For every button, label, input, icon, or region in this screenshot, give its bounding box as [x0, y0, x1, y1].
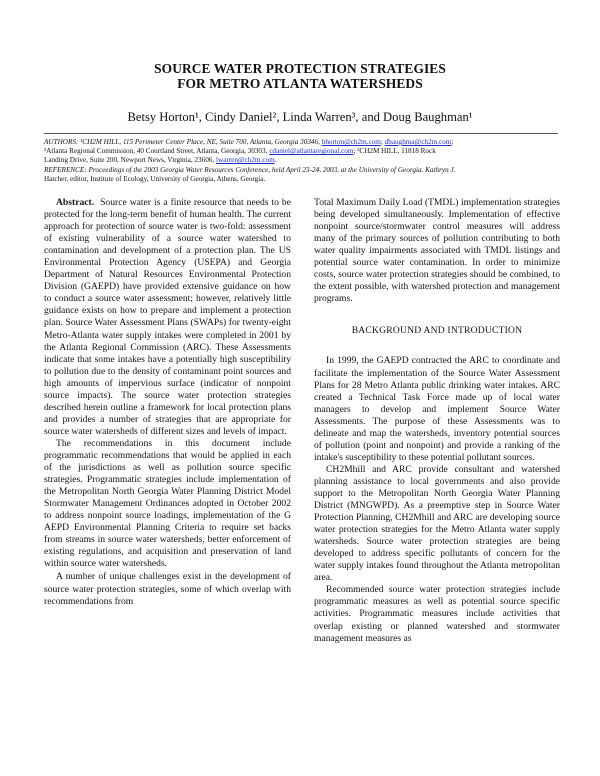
body-paragraph: CH2Mhill and ARC provide consultant and watershed planning assistance to local governments and also provide support to the Metropolitan North Georgia Water Planning District (MNGWPD). As a preemptive step in Source Water Protection Planning, CH2Mhill and ARC are developing source water protection strategies for the Metro Atlanta water supply watersheds. Source water protection strategies are being developed to address specific pollutants of concern for the water supply intakes found throughout the Atlanta metropolitan area.: [314, 463, 560, 584]
email-link[interactable]: bhorton@ch2m.com: [321, 138, 381, 146]
meta-line-2: [44, 147, 560, 156]
author-affiliations: [44, 138, 560, 184]
header-divider: [44, 133, 558, 134]
left-column: [44, 197, 291, 608]
meta-line-3-text: Landing Drive, Suite 200, Newport News, Virginia, 23606,: [44, 156, 215, 165]
abstract-text: Source water is a finite resource that needs to be protected for the long-term benefit of human health. The current approach for protection of source water is two-fold: assessment of existing vulnerability of a source water watershed to contamination and development of a protection plan. The US Environmental Protection Agency (USEPA) and Georgia Department of Natural Resources Environmental Protection Division (GAEPD) have provided extensive guidance on how to conduct a source water assessment; however, relatively little guidance exists on how to prepare and implement a protection plan. Source Water Assessment Plans (SWAPs) for twenty-eight Metro-Atlanta water supply intakes were completed in 2001 by the Atlanta Regional Commission (ARC). These Assessments indicate that some intakes have a potentially high susceptibility to pollution due to the density of contaminant point sources and high amounts of impervious surface (indicator of nonpoint source impacts). The source water protection strategies described herein outline a framework for local protection plans and provides a number of strategies that are appropriate for source water watersheds of different sizes and levels of impact.: [44, 197, 291, 437]
paper-title: [0, 61, 600, 91]
section-heading: BACKGROUND AND INTRODUCTION: [351, 325, 523, 337]
body-paragraph: Total Maximum Daily Load (TMDL) implementation strategies being developed simultaneously. Implementation of effective nonpoint source/stormwater control measures will address many of the primary sources of pollution contributing to both water quality impairments associated with TMDL listings and potential source water contamination. In order to minimize costs, source water protection strategies should be combined, to the extent possible, with watershed protection and management programs.: [314, 197, 560, 305]
meta-reference-line: REFERENCE: Proceedings of the 2003 Georgia Water Resources Conference, held April 23-24, 2003, at the University of Georgia. Kathryn J.: [44, 165, 456, 174]
abstract-paragraph: [44, 197, 291, 438]
author-line: Betsy Horton¹, Cindy Daniel², Linda Warren³, and Doug Baughman¹: [127, 110, 473, 124]
body-paragraph: The recommendations in this document include programmatic recommendations that would be applied in each of the jurisdictions as well as pollution source specific strategies. Programmatic strategies include implementation of the Metropolitan North Georgia Water Planning District Model Stormwater Management Ordinances adopted in October 2002 to address nonpoint source loadings, implementation of the G AEPD Environmental Planning Criteria to require set backs from streams in source water watersheds, better enforcement of existing regulations, and acquisition and preservation of land within source water watersheds.: [44, 437, 291, 570]
meta-line-1: AUTHORS: ¹CH2M HILL, 115 Perimeter Center Place, NE, Suite 700, Atlanta, Georgia 30346, bhorton@ch2m.com; dbaughma@ch2m.com;: [44, 138, 454, 146]
body-paragraph: In 1999, the GAEPD contracted the ARC to coordinate and facilitate the implementation of the Source Water Assessment Plans for 28 Metro Atlanta public drinking water intakes. ARC created a Technical Task Force made up of local water managers to develop and implement Source Water Assessments. The purpose of these Assessments was to delineate and map the watersheds, inventory potential sources of pollution (point and nonpoint) and provide a ranking of the intake's susceptibility to these potential pollutant sources.: [314, 355, 560, 463]
meta-line-2-text: ²Atlanta Regional Commission, 40 Courtland Street, Atlanta, Georgia, 30303,: [44, 147, 268, 156]
email-link[interactable]: lwarren@ch2m.com: [215, 156, 275, 165]
abstract-label: Abstract.: [56, 197, 95, 208]
meta-line-1-text: AUTHORS: ¹CH2M HILL, 115 Perimeter Center Place, NE, Suite 700, Atlanta, Georgia 30346,: [44, 138, 320, 146]
meta-line-2-post: ; ³CH2M HILL, 11818 Rock: [353, 147, 436, 156]
email-link[interactable]: cdaniel@atlantaregional.com: [269, 147, 354, 156]
title-line-2: FOR METRO ATLANTA WATERSHEDS: [177, 76, 423, 91]
title-line-1: SOURCE WATER PROTECTION STRATEGIES: [154, 61, 446, 76]
meta-editor-line: Hatcher, editor, Institute of Ecology, University of Georgia, Athens, Georgia.: [44, 174, 266, 183]
body-paragraph: A number of unique challenges exist in the development of source water protection strategies, some of which overlap with recommendations from: [44, 571, 291, 607]
meta-line-3: Landing Drive, Suite 200, Newport News, Virginia, 23606, lwarren@ch2m.com.: [44, 156, 277, 165]
body-paragraph: Recommended source water protection strategies include programmatic measures as well as potential source specific activities. Programmatic measures include activities that overlap existing or planned watershed and stormwater management measures as: [314, 584, 560, 644]
right-column: [314, 197, 560, 645]
email-link[interactable]: dbaughma@ch2m.com: [384, 138, 452, 146]
